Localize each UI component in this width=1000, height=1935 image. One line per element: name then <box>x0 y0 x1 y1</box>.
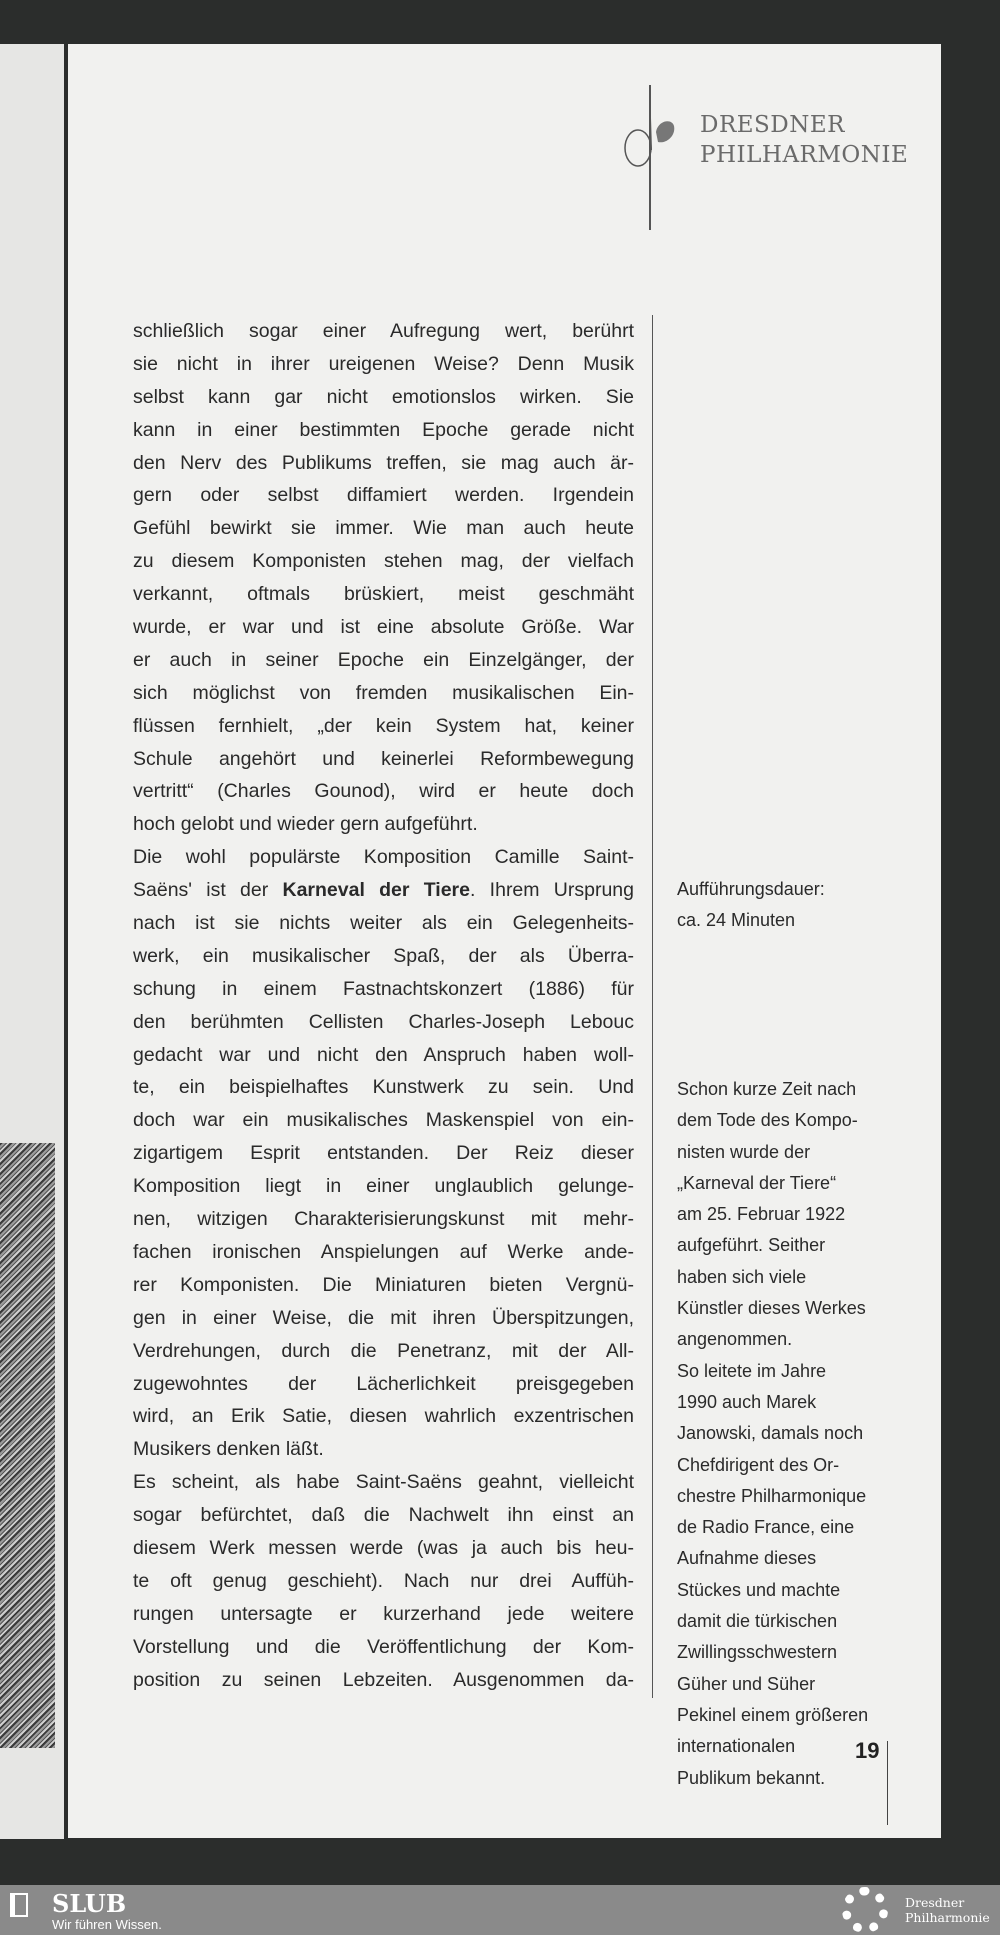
text-line: kann in einer bestimmten Epoche gerade nicht <box>133 418 634 441</box>
sidebar-line: damit die türkischen <box>677 1611 838 1632</box>
sidebar-line: Aufführungsdauer: <box>677 879 825 899</box>
text-line: gern oder selbst diffamiert werden. Irgendein <box>133 484 634 507</box>
text-line: Gefühl bewirkt sie immer. Wie man auch heute <box>133 517 634 540</box>
text-line: wird, an Erik Satie, diesen wahrlich exzentrischen <box>133 1405 634 1428</box>
text-line: verkannt, oftmals brüskiert, meist geschmäht <box>133 583 634 606</box>
text-line: gen in einer Weise, die mit ihren Überspitzungen, <box>133 1306 634 1329</box>
text-line: Vorstellung und die Veröffentlichung der Kom- <box>133 1635 634 1658</box>
text-line: te oft genug geschieht). Nach nur drei Auffüh- <box>133 1569 634 1592</box>
text-line: sie nicht in ihrer ureigenen Weise? Denn Musik <box>133 352 634 375</box>
sidebar-line: Schon kurze Zeit nach <box>677 1079 857 1099</box>
text-line: Es scheint, als habe Saint-Saëns geahnt, vielleicht <box>133 1471 634 1494</box>
main-text-column <box>133 315 634 1696</box>
text-line: schließlich sogar einer Aufregung wert, berührt <box>133 320 634 342</box>
sidebar-line: Pekinel einem größeren <box>677 1704 869 1725</box>
sidebar-line: So leitete im Jahre <box>677 1360 827 1381</box>
text-line: rungen untersagte er kurzerhand jede weitere <box>133 1602 634 1625</box>
text-line: Saëns' ist der Karneval der Tiere. Ihrem Ursprung <box>133 879 634 902</box>
text-line: wurde, er war und ist eine absolute Größe. War <box>133 616 634 639</box>
text-line: gedacht war und nicht den Anspruch haben woll- <box>133 1043 634 1066</box>
text-line: vertritt“ (Charles Gounod), wird er heute doch <box>133 780 634 803</box>
text-line: nach ist sie nichts weiter als ein Gelegenheits- <box>133 912 634 935</box>
sidebar-line: Chefdirigent des Or- <box>677 1454 840 1475</box>
text-line: zu diesem Komponisten stehen mag, der vielfach <box>133 550 634 573</box>
text-line: te, ein beispielhaftes Kunstwerk zu sein. Und <box>133 1076 634 1099</box>
logo-text <box>700 110 908 170</box>
text-line: Komposition liegt in einer unglaublich gelunge- <box>133 1175 634 1198</box>
text-line: Schule angehört und keinerlei Reformbewegung <box>133 747 634 770</box>
text-line: zugewohntes der Lächerlichkeit preisgegeben <box>133 1372 634 1395</box>
text-line: Die wohl populärste Komposition Camille Saint- <box>133 846 634 869</box>
sidebar-line: chestre Philharmonique <box>677 1485 867 1506</box>
sidebar-line: de Radio France, eine <box>677 1517 855 1538</box>
page-number-rule <box>887 1741 888 1825</box>
footer-bar <box>0 1885 1000 1935</box>
sidebar-line: Aufnahme dieses <box>677 1548 817 1569</box>
sidebar-line: angenommen. <box>677 1329 793 1350</box>
sidebar-line: dem Tode des Kompo- <box>677 1110 858 1131</box>
text-line: doch war ein musikalisches Maskenspiel von ein- <box>133 1109 634 1132</box>
sidebar-line: Stückes und machte <box>677 1579 841 1600</box>
engraving-image <box>0 1143 55 1748</box>
slub-book-icon <box>10 1893 28 1917</box>
text-line: zigartigem Esprit entstanden. Der Reiz dieser <box>133 1142 634 1165</box>
partner-logo-text[interactable] <box>905 1895 990 1925</box>
partner-line-1: Dresdner <box>905 1895 965 1910</box>
text-line: nen, witzigen Charakterisierungskunst mit mehr- <box>133 1208 634 1231</box>
text-line: selbst kann gar nicht emotionslos wirken. Sie <box>133 385 634 408</box>
sidebar-line: Künstler dieses Werkes <box>677 1298 866 1319</box>
text-line: flüssen fernhielt, „der kein System hat, keiner <box>133 714 634 737</box>
text-line: werk, ein musikalischer Spaß, der als Überra- <box>133 944 634 967</box>
slub-tagline: Wir führen Wissen. <box>52 1917 162 1932</box>
text-line: rer Komponisten. Die Miniaturen bieten Vergnü- <box>133 1273 634 1296</box>
text-line: fachen ironischen Anspielungen auf Werke ande- <box>133 1240 634 1263</box>
column-divider <box>652 315 653 1698</box>
sidebar-line: nisten wurde der <box>677 1141 811 1162</box>
text-line: er auch in seiner Epoche ein Einzelgänger, der <box>133 648 634 671</box>
work-title: Karneval der Tiere <box>282 879 470 902</box>
text-line: Verdrehungen, durch die Penetranz, mit der All- <box>133 1339 634 1362</box>
text-line: den berühmten Cellisten Charles-Joseph Lebouc <box>133 1010 634 1033</box>
logo-line-1: DRESDNER <box>700 112 845 138</box>
partner-line-2: Philharmonie <box>905 1910 990 1925</box>
sidebar-note <box>677 1074 917 1794</box>
sidebar-line: Güher und Süher <box>677 1673 816 1694</box>
sidebar-line: am 25. Februar 1922 <box>677 1204 846 1225</box>
text-line: sogar befürchtet, daß die Nachwelt ihn einst an <box>133 1504 634 1527</box>
sidebar-line: Janowski, damals noch <box>677 1423 864 1444</box>
page-number: 19 <box>855 1738 880 1763</box>
text-line: Musikers denken läßt. <box>133 1438 324 1461</box>
sidebar-line: Zwillingsschwestern <box>677 1642 838 1663</box>
duration-note <box>677 874 917 937</box>
text-line: position zu seinen Lebzeiten. Ausgenommen da- <box>133 1668 634 1691</box>
logo-line-2: PHILHARMONIE <box>700 142 909 168</box>
text-line: schung in einem Fastnachtskonzert (1886) für <box>133 977 634 1000</box>
previous-page-edge <box>0 44 64 1839</box>
sidebar-line: „Karneval der Tiere“ <box>677 1172 837 1193</box>
sidebar-line: ca. 24 Minuten <box>677 910 796 931</box>
philharmonie-sun-icon <box>842 1887 888 1933</box>
text-line: sich möglichst von fremden musikalischen Ein- <box>133 681 634 704</box>
sidebar-line: Publikum bekannt. <box>677 1767 826 1788</box>
slub-logo-text[interactable]: SLUB <box>52 1889 127 1918</box>
text-line: hoch gelobt und wieder gern aufgeführt. <box>133 813 478 836</box>
sidebar-line: haben sich viele <box>677 1266 807 1287</box>
text-line: diesem Werk messen werde (was ja auch bis heu- <box>133 1536 634 1559</box>
text-line: den Nerv des Publikums treffen, sie mag auch är- <box>133 451 634 474</box>
sidebar-line: 1990 auch Marek <box>677 1391 817 1412</box>
sidebar-line: internationalen <box>677 1736 796 1757</box>
sidebar-line: aufgeführt. Seither <box>677 1235 826 1256</box>
